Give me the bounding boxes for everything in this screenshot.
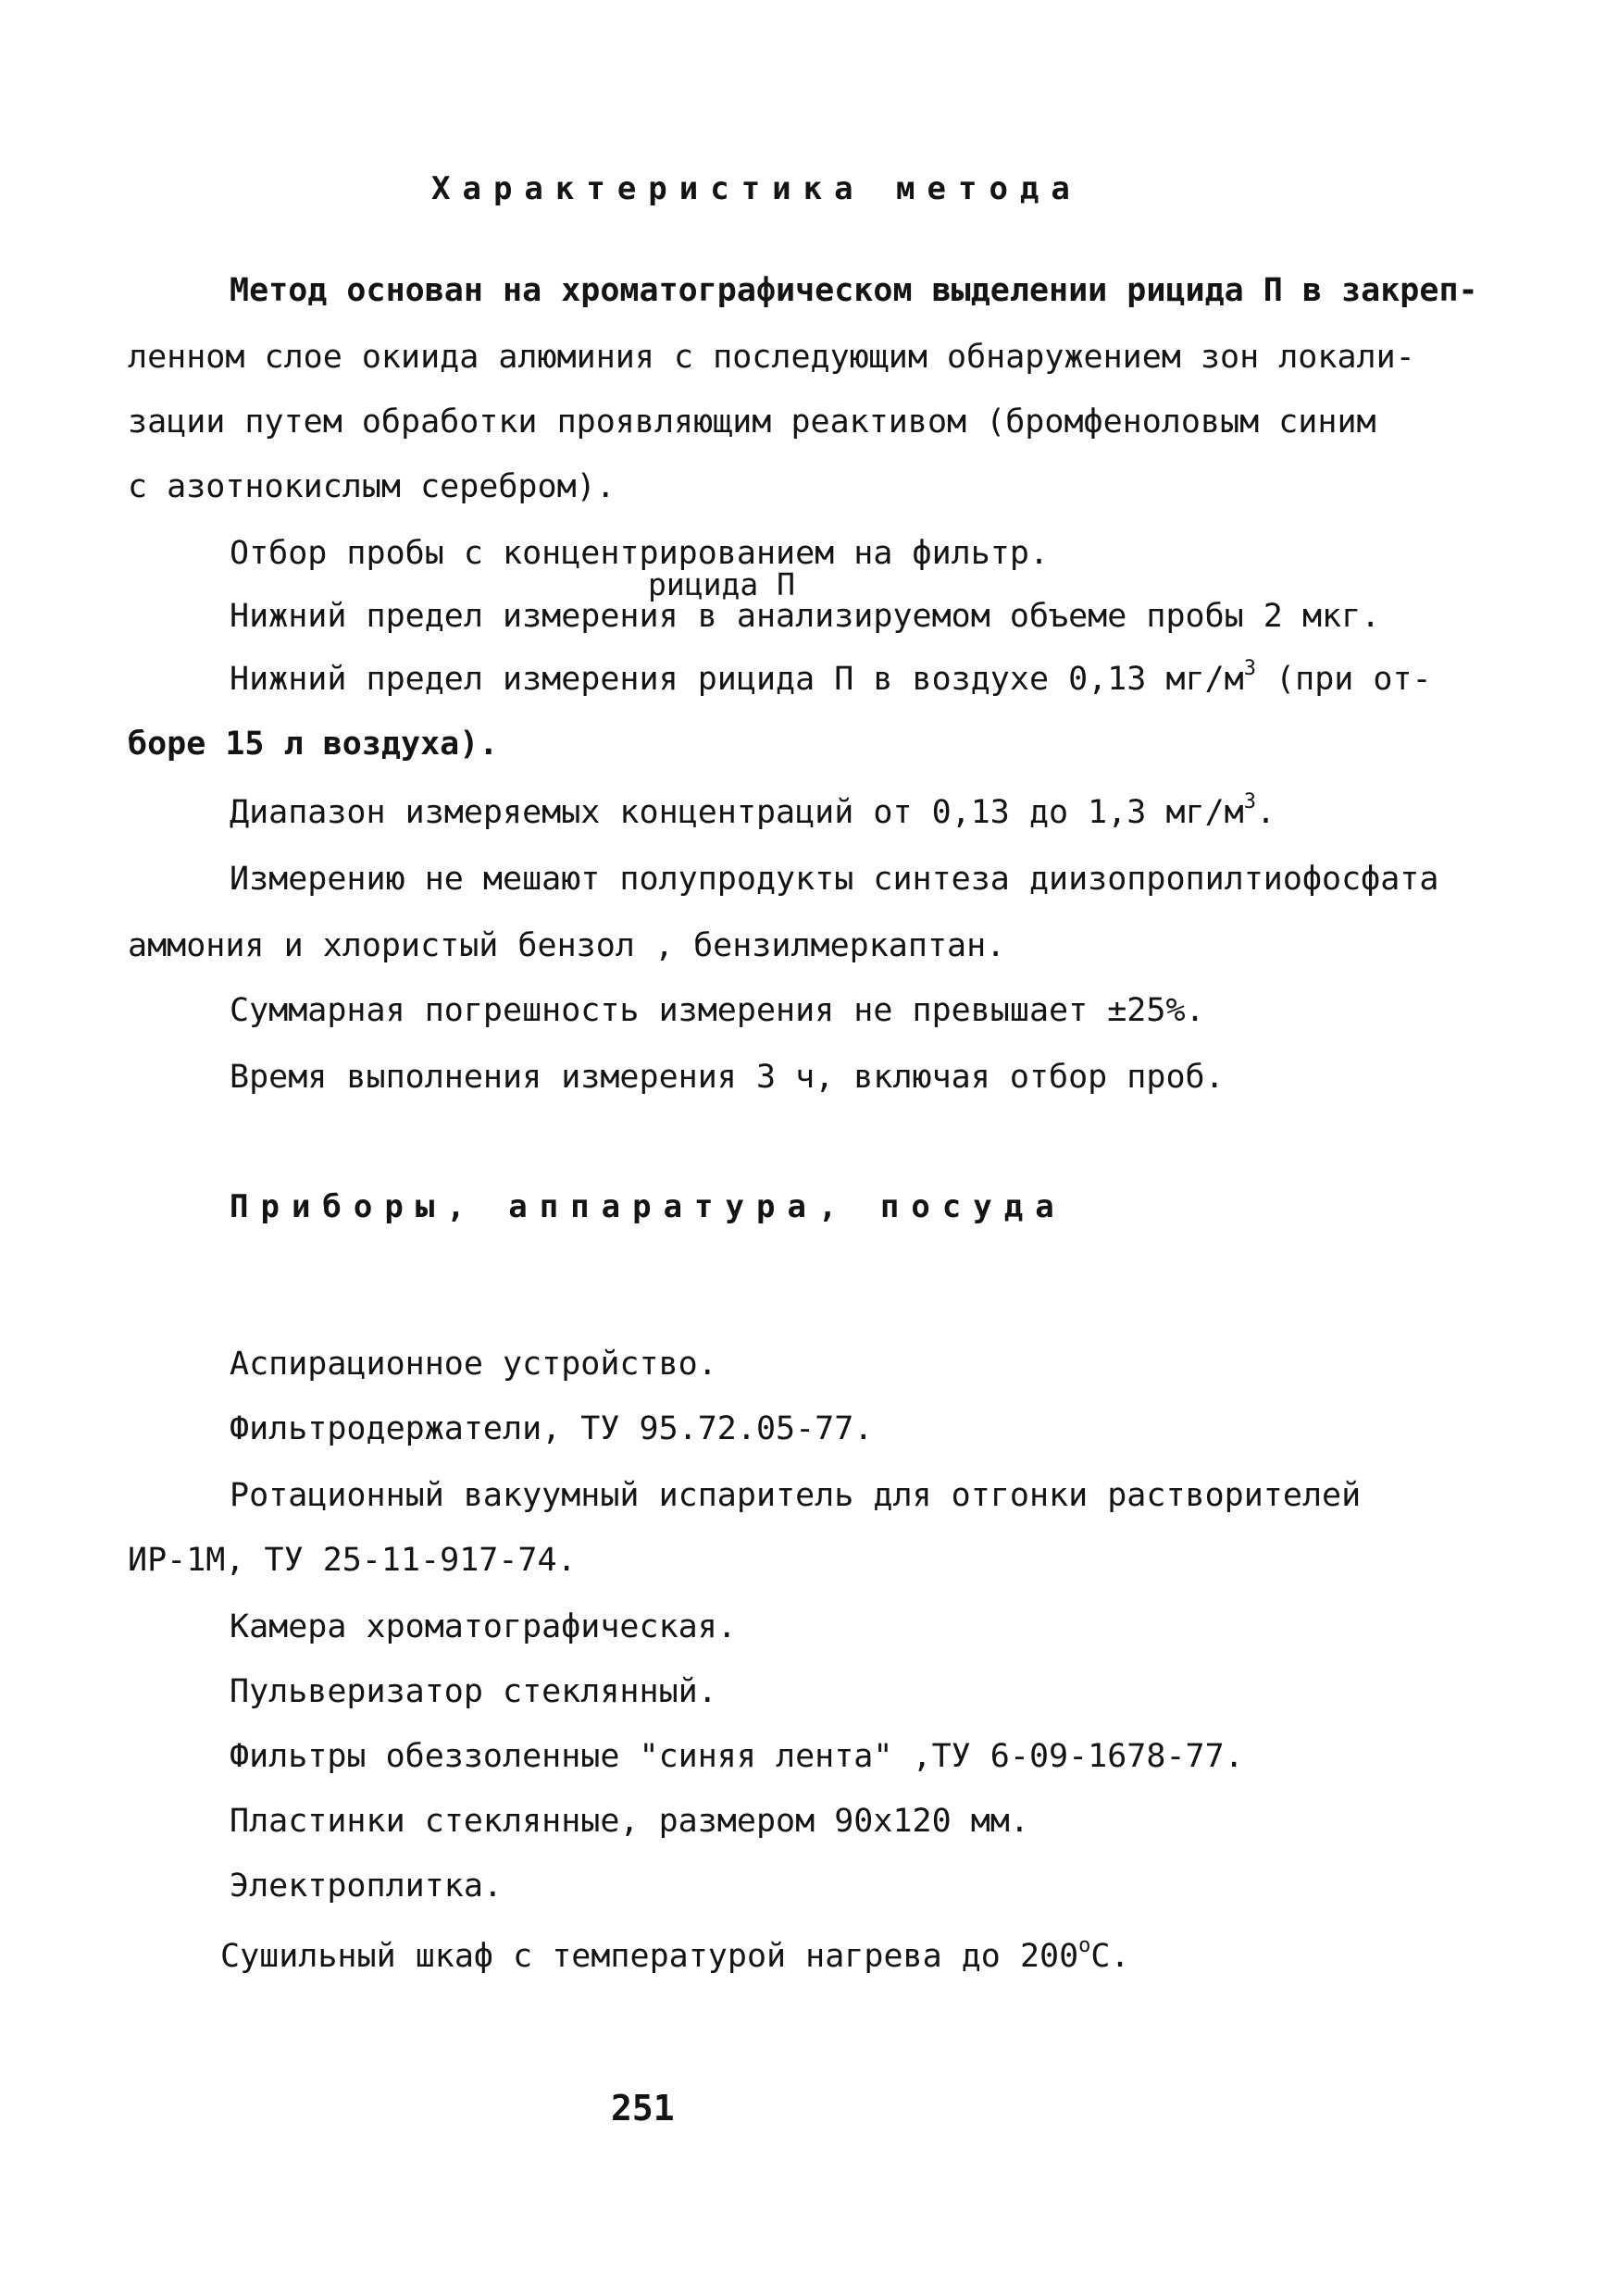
text-line: Отбор пробы с концентрированием на фильтр. xyxy=(230,535,1050,572)
equipment-item: ИР-1М, ТУ 25-11-917-74. xyxy=(128,1542,577,1579)
equipment-item: Аспирационное устройство. xyxy=(230,1346,717,1383)
text-insertion: рицида П xyxy=(648,566,795,602)
text-line: Нижний предел измерения в анализируемом объеме пробы 2 мкг. xyxy=(230,598,1381,635)
section-heading-method: Характеристика метода xyxy=(431,170,1082,207)
equipment-item: Камера хроматографическая. xyxy=(230,1608,737,1645)
text-line: с азотнокислым серебром). xyxy=(128,468,616,505)
equipment-item: Фильтры обеззоленные "синяя лента" ,ТУ 6-09-1678-77. xyxy=(230,1738,1244,1775)
text-line: Нижний предел измерения рицида П в воздухе 0,13 $мг/м^3$ (при от- xyxy=(230,657,1432,698)
text-line: Измерению не мешают полупродукты синтеза диизопропилтиофосфата xyxy=(230,861,1439,898)
text-line: аммония и хлористый бензол , бензилмеркаптан. xyxy=(128,927,1006,964)
equipment-item: Сушильный шкаф с температурой нагрева до $200^оС$. xyxy=(220,1934,1130,1975)
equipment-item: Пластинки стеклянные, размером 90х120 мм. xyxy=(230,1803,1029,1840)
text-line: зации путем обработки проявляющим реактивом (бромфеноловым синим xyxy=(128,403,1376,441)
text-line: ленном слое окиида алюминия с последующим обнаружением зон локали- xyxy=(128,339,1415,376)
text-line: Суммарная погрешность измерения не превышает ±25%. xyxy=(230,992,1205,1029)
section-heading-equipment: Приборы, аппаратура, посуда xyxy=(230,1188,1066,1225)
equipment-item: Ротационный вакуумный испаритель для отгонки растворителей xyxy=(230,1477,1362,1514)
text-line: боре 15 л воздуха). xyxy=(128,726,499,763)
equipment-item: Фильтродержатели, ТУ 95.72.05-77. xyxy=(230,1410,874,1447)
text-line: Метод основан на хроматографическом выделении рицида П в закреп- xyxy=(230,272,1478,309)
equipment-item: Электроплитка. xyxy=(230,1868,504,1905)
text-line: Диапазон измеряемых концентраций от 0,13 до 1,3 $мг/м^3$. xyxy=(230,790,1276,831)
text-line: Время выполнения измерения 3 ч, включая отбор проб. xyxy=(230,1059,1225,1096)
page-number: 251 xyxy=(611,2088,675,2128)
equipment-item: Пульверизатор стеклянный. xyxy=(230,1673,717,1710)
